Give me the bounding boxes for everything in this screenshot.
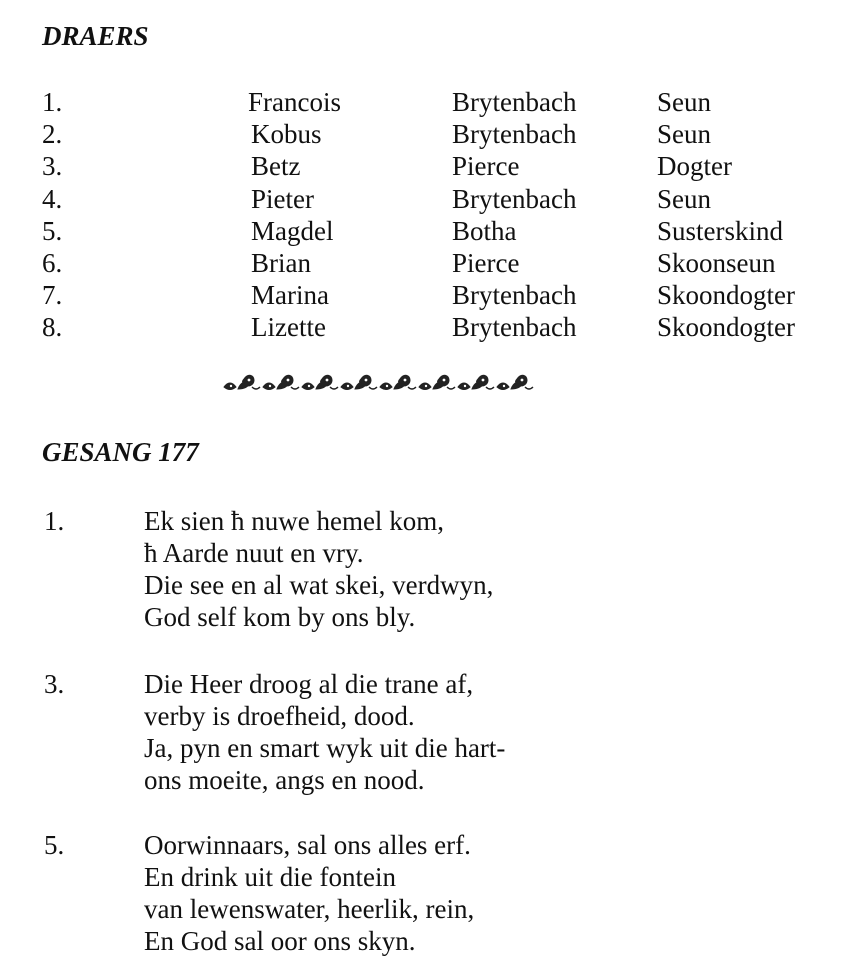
bearer-number: 7. (42, 280, 63, 311)
bearer-relation: Seun (657, 183, 711, 214)
bearer-surname: Brytenbach (452, 280, 577, 311)
bearer-surname: Brytenbach (452, 87, 577, 117)
draers-heading: DRAERS (42, 21, 149, 51)
bearer-row (40, 150, 840, 182)
verse-line: God self kom by ons bly. (144, 602, 416, 632)
bearer-surname: Pierce (452, 247, 520, 278)
bearer-number: 1. (42, 87, 63, 117)
bearer-first-name: Brian (251, 247, 311, 278)
hymn-heading: GESANG 177 (42, 437, 199, 467)
bearer-number: 8. (42, 312, 63, 343)
bearer-first-name: Kobus (251, 119, 322, 150)
bearer-surname: Brytenbach (452, 119, 577, 150)
bearer-row (40, 215, 840, 247)
bearer-first-name: Francois (248, 87, 341, 117)
bearer-relation: Seun (657, 87, 711, 117)
bearer-number: 2. (42, 119, 63, 150)
bearer-relation: Susterskind (657, 215, 784, 246)
verse-line: Die see en al wat skei, verdwyn, (144, 570, 494, 600)
bearer-surname: Pierce (452, 151, 520, 182)
bearer-number: 5. (42, 215, 63, 246)
verse-line: En drink uit die fontein (144, 862, 396, 892)
bearer-surname: Botha (452, 215, 517, 246)
bearer-number: 3. (42, 151, 63, 182)
bearer-row (40, 118, 840, 150)
verse-lines (144, 505, 493, 633)
bearer-relation: Dogter (657, 151, 732, 182)
floral-vine-divider-icon (222, 371, 534, 397)
bearer-number: 4. (42, 183, 63, 214)
verse-number: 3. (44, 669, 65, 699)
bearer-first-name: Lizette (251, 312, 326, 343)
bearer-row (40, 183, 840, 215)
verse-line: verby is droefheid, dood. (144, 701, 415, 731)
verse-line: Die Heer droog al die trane af, (144, 669, 474, 699)
verse-line: Ja, pyn en smart wyk uit die hart- (144, 733, 506, 763)
verse-number: 5. (44, 830, 65, 860)
verse-line: ħ Aarde nuut en vry. (144, 538, 364, 568)
verse-line: Oorwinnaars, sal ons alles erf. (144, 830, 471, 860)
bearer-row (40, 279, 840, 311)
bearer-first-name: Magdel (251, 215, 334, 246)
bearer-surname: Brytenbach (452, 312, 577, 343)
verse-lines (144, 668, 505, 796)
bearer-relation: Skoondogter (657, 312, 795, 343)
bearer-first-name: Betz (251, 151, 301, 182)
bearer-relation: Skoondogter (657, 280, 795, 311)
bearer-row (40, 311, 840, 343)
bearers-list (40, 86, 840, 344)
bearer-first-name: Pieter (251, 183, 314, 214)
bearer-relation: Seun (657, 119, 711, 150)
verse-lines (144, 829, 474, 957)
verse-line: van lewenswater, heerlik, rein, (144, 894, 475, 924)
verse-number: 1. (44, 506, 65, 536)
bearer-row (40, 86, 840, 118)
verse-line: Ek sien ħ nuwe hemel kom, (144, 506, 444, 536)
bearer-number: 6. (42, 247, 63, 278)
verse-line: En God sal oor ons skyn. (144, 926, 416, 956)
verse-line: ons moeite, angs en nood. (144, 765, 425, 795)
bearer-first-name: Marina (251, 280, 329, 311)
bearer-surname: Brytenbach (452, 183, 577, 214)
bearer-relation: Skoonseun (657, 247, 776, 278)
bearer-row (40, 247, 840, 279)
